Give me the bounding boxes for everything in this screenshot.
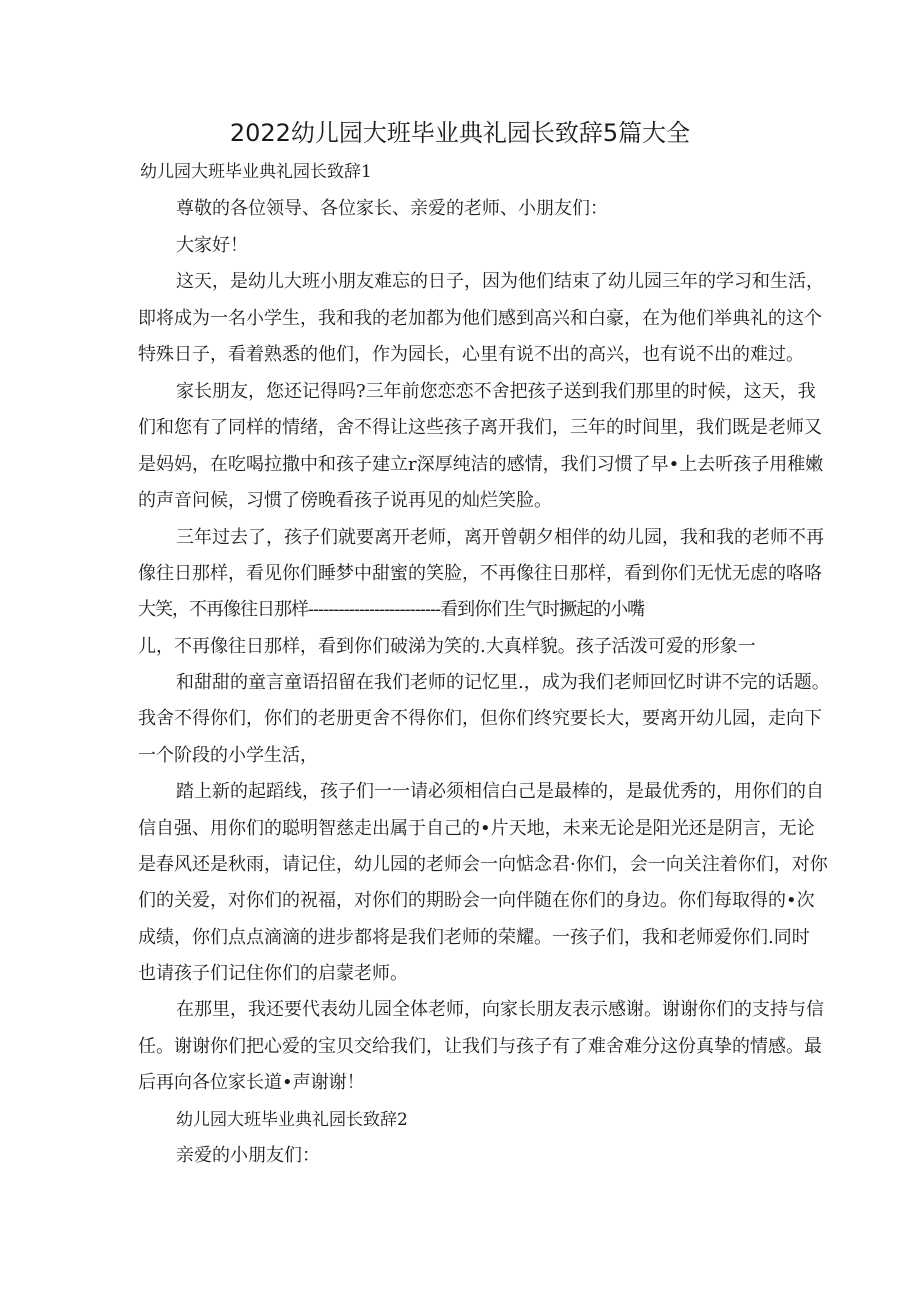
paragraph-line: 三年过去了，孩子们就要离开老师，离开曾朝夕相伴的幼儿园，我和我的老师不再 xyxy=(176,527,824,548)
salutation: 尊敬的各位领导、各位家长、亲爱的老师、小朋友们： xyxy=(176,198,608,219)
paragraph-line: 特殊日子，看着熟悉的他们，作为园长，心里有说不出的高兴，也有说不出的难过。 xyxy=(138,344,804,365)
paragraph-line: 像往日那样，看见你们睡梦中甜蜜的笑脸，不再像往日那样，看到你们无忧无虑的咯咯 xyxy=(138,563,822,584)
paragraph-line: 是春风还是秋雨，请记住，幼儿园的老师会一向惦念君·你们，会一向关注着你们，对你 xyxy=(138,854,828,875)
section-heading-2: 幼儿园大班毕业典礼园长致辞2 xyxy=(176,1110,408,1130)
paragraph-line: 即将成为一名小学生，我和我的老加都为他们感到高兴和白豪，在为他们举典礼的这个 xyxy=(138,308,822,329)
paragraph-line: 任。谢谢你们把心爱的宝贝交给我们，让我们与孩子有了难舍难分这份真挚的情感。最 xyxy=(138,1036,822,1057)
paragraph-line: 和甜甜的童言童语招留在我们老师的记忆里.，成为我们老师回忆时讲不完的话题。 xyxy=(176,672,830,693)
paragraph-line: 家长朋友，您还记得吗?三年前您恋恋不舍把孩子送到我们那里的时候，这天，我 xyxy=(176,381,816,402)
paragraph-line: 我舍不得你们，你们的老册更舍不得你们，但你们终究要长大，要离开幼儿园，走向下 xyxy=(138,708,822,729)
paragraph-line: 在那里，我还要代表幼儿园全体老师，向家长朋友表示感谢。谢谢你们的支持与信 xyxy=(176,999,824,1020)
paragraph-line: 踏上新的起蹈线，孩子们一一请必须相信白己是最棒的，是最优秀的，用你们的自 xyxy=(176,781,824,802)
paragraph-line: 成绩，你们点点滴滴的进步都将是我们老师的荣耀。一孩子们，我和老师爱你们.同时 xyxy=(138,927,810,948)
paragraph-line: 这天，是幼儿大班小朋友难忘的日子，因为他们结束了幼儿园三年的学习和生活， xyxy=(176,271,824,292)
paragraph-line: 儿，不再像往日那样，看到你们破涕为笑的.大真样貌。孩子活泼可爱的形象一 xyxy=(138,636,756,657)
salutation-2: 亲爱的小朋友们： xyxy=(176,1145,320,1166)
paragraph-line: 是妈妈，在吃喝拉撒中和孩子建立r深厚纯洁的感情，我们习惯了早•上去听孩子用稚嫩 xyxy=(138,454,824,475)
paragraph-line: 后再向各位家长道•声谢谢！ xyxy=(138,1072,365,1093)
paragraph-line: 们和您有了同样的情绪，舍不得让这些孩子离开我们，三年的时间里，我们既是老师又 xyxy=(138,417,822,438)
paragraph-line: 们的关爱，对你们的祝福，对你们的期盼会一向伴随在你们的身边。你们每取得的•次 xyxy=(138,890,815,911)
document-title: 2022幼儿园大班毕业典礼园长致辞5篇大全 xyxy=(229,119,691,147)
greeting: 大家好！ xyxy=(176,235,248,256)
paragraph-line: 的声音问候，习惯了傍晚看孩子说再见的灿烂笑脸。 xyxy=(138,490,552,511)
paragraph-line: 信自强、用你们的聪明智慈走出属于自己的•片天地，未来无论是阳光还是阴言，无论 xyxy=(138,818,815,839)
paragraph-line: 大笑，不再像往日那样--------------------------看到你们生气时撅起的小嘴 xyxy=(138,599,645,620)
section-heading-1: 幼儿园大班毕业典礼园长致辞1 xyxy=(140,162,372,182)
paragraph-line: 一个阶段的小学生活， xyxy=(138,745,318,766)
paragraph-line: 也请孩子们记住你们的启蒙老师。 xyxy=(138,963,408,984)
